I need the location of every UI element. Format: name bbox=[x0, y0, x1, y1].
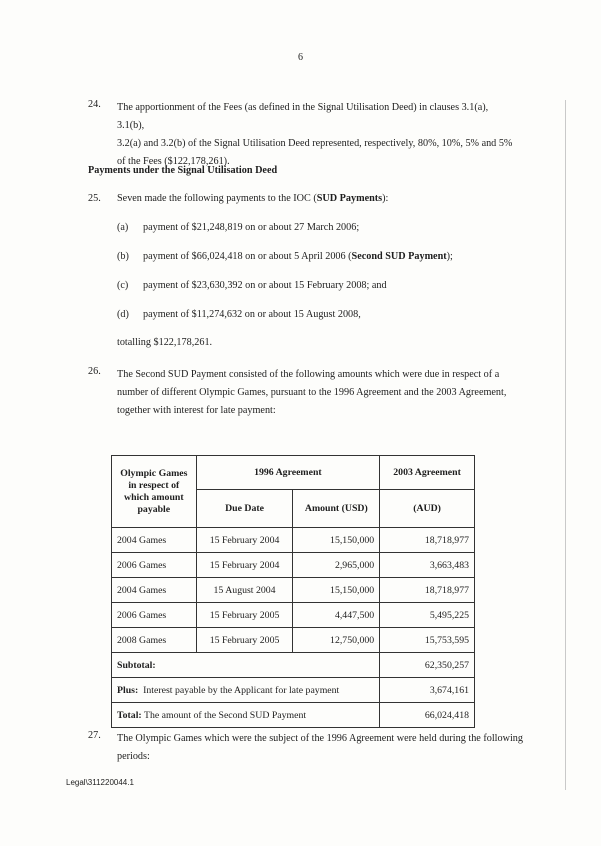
table-row bbox=[112, 628, 475, 653]
para-25-text bbox=[117, 193, 388, 204]
defined-term-second-sud-payment: Second SUD Payment bbox=[351, 251, 447, 262]
total-row bbox=[112, 703, 475, 728]
item-b-pre: payment of $66,024,418 on or about 5 April 2006 ( bbox=[143, 251, 352, 262]
subtotal-value: 62,350,257 bbox=[380, 653, 475, 678]
section-heading: Payments under the Signal Utilisation Deed bbox=[88, 165, 278, 176]
item-d-label: (d) bbox=[117, 309, 129, 320]
cell-games: 2004 Games bbox=[112, 578, 197, 603]
item-c-text: payment of $23,630,392 on or about 15 February 2008; and bbox=[143, 280, 387, 291]
defined-term-sud-payments: SUD Payments bbox=[316, 193, 383, 204]
item-b-label: (b) bbox=[117, 251, 129, 262]
para-27-text bbox=[117, 730, 527, 766]
margin-rule bbox=[565, 100, 566, 790]
para-24-text bbox=[117, 99, 517, 171]
cell-usd: 15,150,000 bbox=[293, 578, 380, 603]
total-value: 66,024,418 bbox=[380, 703, 475, 728]
header-amount-usd: Amount (USD) bbox=[293, 490, 380, 528]
subtotal-label: Subtotal: bbox=[112, 653, 380, 678]
cell-aud: 18,718,977 bbox=[380, 528, 475, 553]
header-1996-agreement: 1996 Agreement bbox=[196, 456, 380, 490]
subtotal-row bbox=[112, 653, 475, 678]
cell-aud: 3,663,483 bbox=[380, 553, 475, 578]
cell-due-date: 15 February 2005 bbox=[196, 603, 293, 628]
para-27-line: periods: bbox=[117, 751, 150, 762]
interest-label bbox=[112, 678, 380, 703]
cell-usd: 2,965,000 bbox=[293, 553, 380, 578]
para-27-number: 27. bbox=[88, 730, 101, 741]
para-24-number: 24. bbox=[88, 99, 101, 110]
para-24-line: The apportionment of the Fees (as defined in the Signal Utilisation Deed) in clauses 3.1(a), 3.1(b), bbox=[117, 102, 489, 131]
para-25-pre: Seven made the following payments to the IOC ( bbox=[117, 193, 317, 204]
interest-row bbox=[112, 678, 475, 703]
cell-due-date: 15 February 2005 bbox=[196, 628, 293, 653]
table-row bbox=[112, 578, 475, 603]
cell-usd: 12,750,000 bbox=[293, 628, 380, 653]
table-row bbox=[112, 528, 475, 553]
cell-usd: 15,150,000 bbox=[293, 528, 380, 553]
header-aud: (AUD) bbox=[380, 490, 475, 528]
page-number: 6 bbox=[298, 52, 303, 63]
interest-value: 3,674,161 bbox=[380, 678, 475, 703]
table-row bbox=[112, 603, 475, 628]
para-25-total: totalling $122,178,261. bbox=[117, 337, 213, 348]
item-a-label: (a) bbox=[117, 222, 129, 233]
total-label-bold: Total: bbox=[117, 709, 142, 721]
document-reference: Legal\311220044.1 bbox=[66, 778, 134, 787]
cell-usd: 4,447,500 bbox=[293, 603, 380, 628]
table-row bbox=[112, 553, 475, 578]
cell-due-date: 15 February 2004 bbox=[196, 528, 293, 553]
total-label bbox=[112, 703, 380, 728]
cell-due-date: 15 February 2004 bbox=[196, 553, 293, 578]
cell-games: 2008 Games bbox=[112, 628, 197, 653]
para-26-line: The Second SUD Payment consisted of the following amounts which were due in respect of a bbox=[117, 369, 500, 380]
para-26-text bbox=[117, 366, 527, 420]
para-26-line: number of different Olympic Games, pursuant to the 1996 Agreement and the 2003 Agreement, bbox=[117, 387, 507, 398]
para-24-line: of the Fees ($122,178,261). bbox=[117, 156, 230, 167]
cell-aud: 15,753,595 bbox=[380, 628, 475, 653]
item-d-text: payment of $11,274,632 on or about 15 August 2008, bbox=[143, 309, 361, 320]
para-24-line: 3.2(a) and 3.2(b) of the Signal Utilisation Deed represented, respectively, 80%, 10%, 5% and 5% bbox=[117, 138, 513, 149]
cell-aud: 18,718,977 bbox=[380, 578, 475, 603]
item-c-label: (c) bbox=[117, 280, 129, 291]
payments-table bbox=[111, 455, 475, 728]
para-27-line: The Olympic Games which were the subject of the 1996 Agreement were held during the following bbox=[117, 733, 523, 744]
para-25-number: 25. bbox=[88, 193, 101, 204]
item-a-text: payment of $21,248,819 on or about 27 March 2006; bbox=[143, 222, 360, 233]
cell-games: 2006 Games bbox=[112, 553, 197, 578]
header-2003-agreement: 2003 Agreement bbox=[380, 456, 475, 490]
item-b-post: ); bbox=[446, 251, 453, 262]
para-25-post: ): bbox=[382, 193, 389, 204]
cell-games: 2006 Games bbox=[112, 603, 197, 628]
total-label-text: The amount of the Second SUD Payment bbox=[143, 709, 307, 721]
header-due-date: Due Date bbox=[196, 490, 293, 528]
cell-due-date: 15 August 2004 bbox=[196, 578, 293, 603]
cell-games: 2004 Games bbox=[112, 528, 197, 553]
header-olympic-games: Olympic Games in respect of which amount payable bbox=[112, 456, 197, 528]
cell-aud: 5,495,225 bbox=[380, 603, 475, 628]
interest-label-bold: Plus: bbox=[117, 684, 139, 696]
para-26-number: 26. bbox=[88, 366, 101, 377]
para-26-line: together with interest for late payment: bbox=[117, 405, 276, 416]
interest-label-text: Interest payable by the Applicant for late payment bbox=[143, 684, 340, 696]
item-b-text bbox=[143, 251, 453, 262]
